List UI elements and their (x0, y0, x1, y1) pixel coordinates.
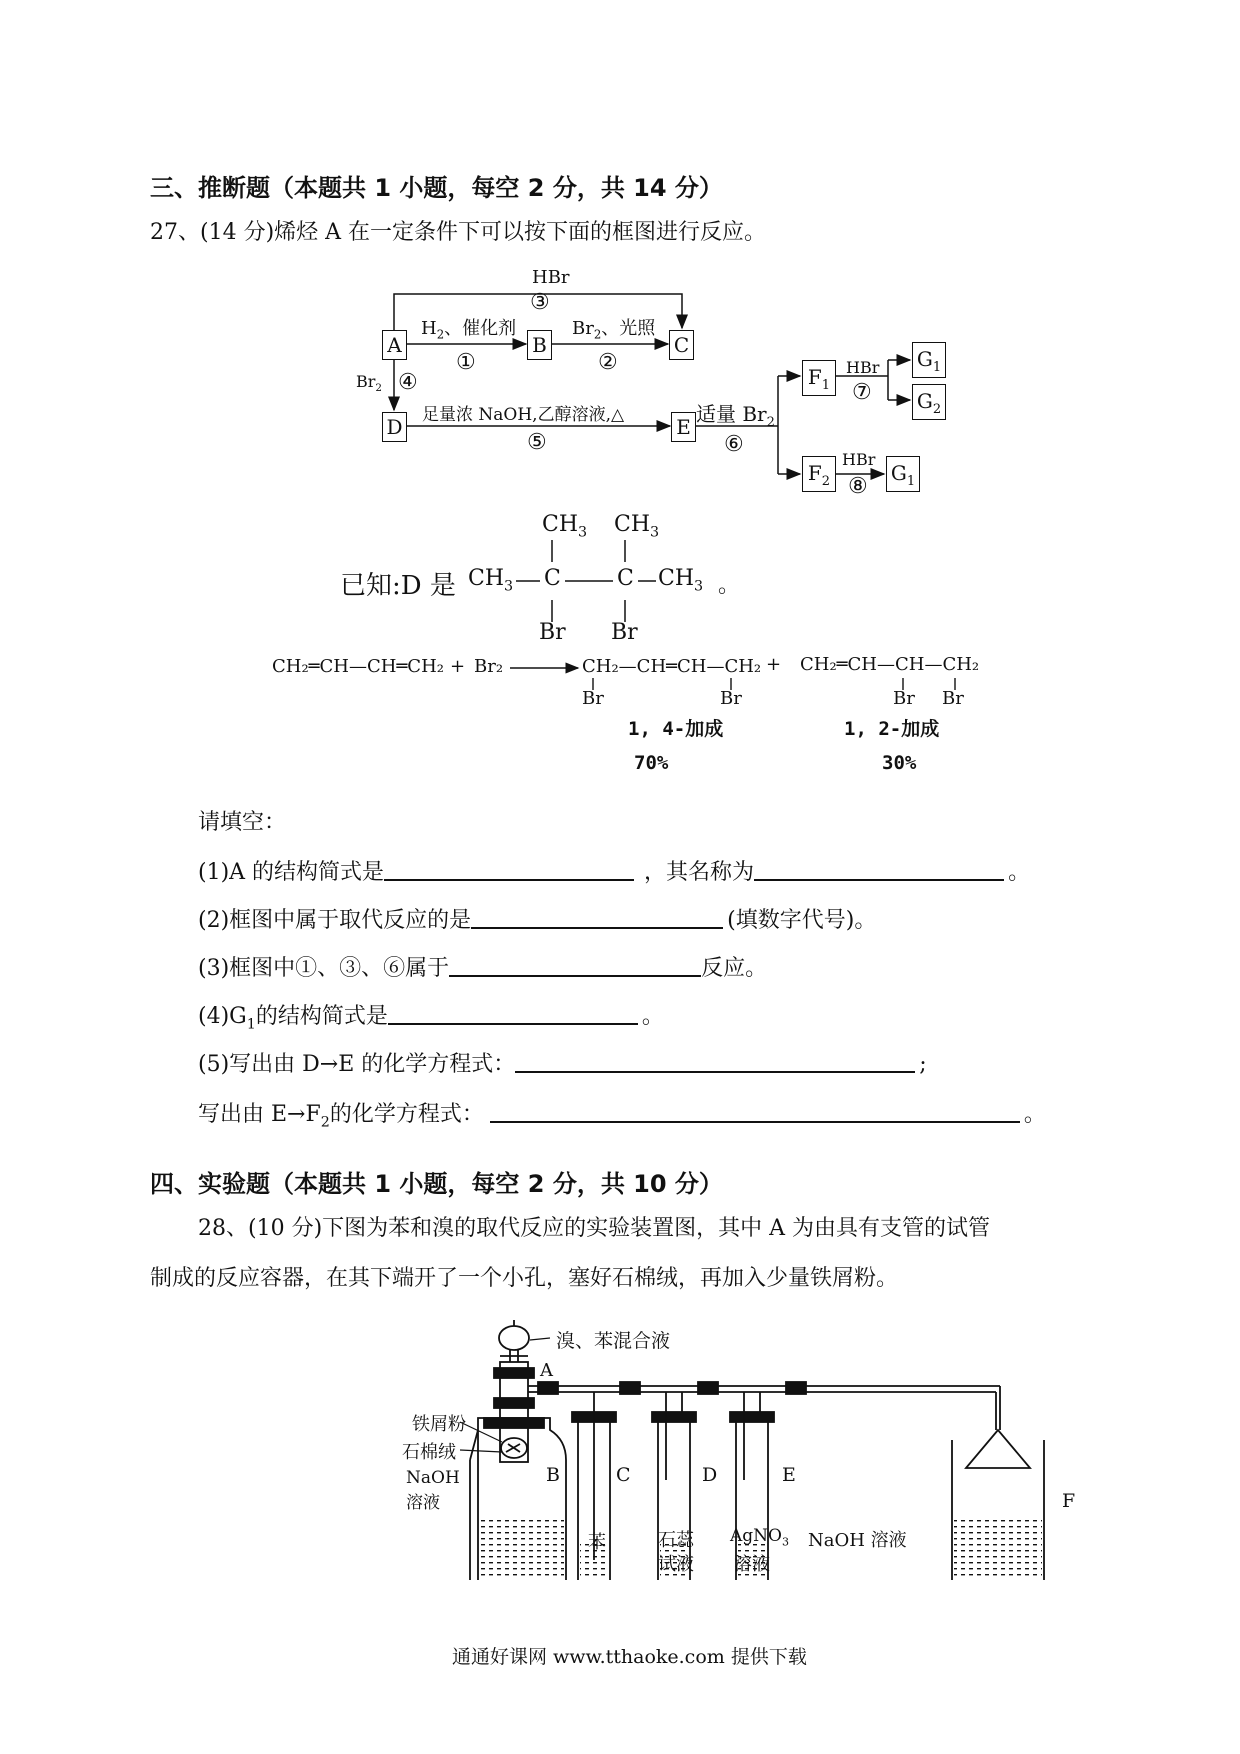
br-2: Br (611, 620, 638, 645)
question-3: (3)框图中①、③、⑥属于 反应。 (198, 952, 767, 986)
fill-prompt: 请填空： (198, 810, 287, 835)
question-5: (5)写出由 D→E 的化学方程式： ; (198, 1048, 927, 1082)
node-e: E (671, 412, 696, 442)
question-1: (1)A 的结构简式是 ，其名称为 。 (198, 856, 1030, 890)
plus-2: + (766, 654, 782, 675)
ch3-left: $CH_3$ (468, 566, 514, 595)
ch3-top-1: $CH_3$ (542, 512, 588, 541)
label-litmus-1: 石蕊 (658, 1530, 694, 1551)
label-f: F (1062, 1490, 1076, 1512)
label-iron: 铁屑粉 (412, 1414, 466, 1435)
q27-intro: 27、(14 分)烯烃 A 在一定条件下可以按下面的框图进行反应。 (150, 220, 767, 245)
node-g1-second: $G_1$ (886, 456, 920, 492)
known-period: 。 (718, 573, 741, 598)
carbon-1: C (544, 566, 561, 591)
product-12: CH₂═CH—CH—CH₂ (800, 654, 980, 675)
num-1: ① (456, 350, 476, 375)
cond-f2g: HBr (842, 450, 876, 469)
node-c: C (669, 330, 694, 360)
footer: 通通好课网 www.tthaoke.com 提供下载 (452, 1646, 807, 1668)
label-litmus-2: 试液 (658, 1554, 694, 1575)
node-g1: $G_1$ (912, 342, 946, 378)
pct-14: 70% (634, 752, 669, 774)
num-5: ⑤ (527, 430, 547, 455)
ch3-top-2: $CH_3$ (614, 512, 660, 541)
node-f2: $F_2$ (802, 456, 836, 492)
num-2: ② (598, 350, 618, 375)
pct-12: 30% (882, 752, 917, 774)
plus-1: + (450, 656, 466, 677)
num-8: ⑧ (848, 474, 868, 499)
label-naoh-b-2: 溶液 (406, 1493, 440, 1513)
reactant-br2: Br₂ (474, 656, 504, 677)
cond-top-hbr: HBr (532, 267, 570, 288)
product-12-br-right: Br (942, 688, 964, 709)
num-6: ⑥ (724, 432, 744, 457)
br-1: Br (539, 620, 566, 645)
cond-de: 足量浓 NaOH,乙醇溶液,△ (422, 405, 625, 425)
label-naoh-beaker: NaOH 溶液 (808, 1530, 907, 1551)
product-14: CH₂—CH═CH—CH₂ (582, 656, 762, 677)
known-label: 已知:D 是 (340, 571, 456, 601)
node-g2: $G_2$ (912, 384, 946, 420)
product-12-br-left: Br (893, 688, 915, 709)
q28-line-1: 28、(10 分)下图为苯和溴的取代反应的实验装置图，其中 A 为由具有支管的试管 (198, 1216, 991, 1241)
label-naoh-b-1: NaOH (406, 1468, 460, 1488)
node-b: B (527, 330, 552, 360)
cond-h2: $H_2$、催化剂 (421, 318, 517, 342)
funnel-label: 溴、苯混合液 (556, 1330, 671, 1352)
cond-ad-br2: $Br_2$ (356, 372, 383, 395)
cond-f1g: HBr (846, 358, 880, 377)
q28-line-2: 制成的反应容器，在其下端开了一个小孔，塞好石棉绒，再加入少量铁屑粉。 (150, 1266, 899, 1291)
product-14-br-right: Br (720, 688, 742, 709)
section4-heading: 四、实验题（本题共 1 小题，每空 2 分，共 10 分） (150, 1170, 723, 1198)
product-14-br-left: Br (582, 688, 604, 709)
label-asbestos: 石棉绒 (402, 1442, 456, 1463)
node-a: A (382, 330, 407, 360)
reactant-butadiene: CH₂═CH—CH═CH₂ (272, 656, 444, 677)
label-b: B (546, 1464, 560, 1486)
label-d: D (702, 1464, 718, 1486)
label-e: E (782, 1464, 796, 1486)
label-a: A (540, 1360, 553, 1381)
question-4: $(4)G_1$的结构简式是 。 (198, 1000, 664, 1041)
label-c: C (616, 1464, 631, 1486)
label-14-addition: 1, 4-加成 (628, 718, 724, 740)
num-4: ④ (398, 370, 418, 395)
cond-ef: 适量 $Br_2$ (696, 402, 775, 430)
num-7: ⑦ (852, 380, 872, 405)
node-d: D (382, 412, 407, 442)
carbon-2: C (617, 566, 634, 591)
num-3: ③ (530, 290, 550, 315)
node-f1: $F_1$ (802, 360, 836, 396)
question-2: (2)框图中属于取代反应的是 (填数字代号)。 (198, 904, 876, 938)
label-benzene: 苯 (588, 1532, 606, 1553)
question-6: 写出由 $E\to F_2$的化学方程式： 。 (198, 1098, 1046, 1139)
label-agno3-solution: 溶液 (734, 1554, 770, 1575)
ch3-right: $CH_3$ (658, 566, 704, 595)
section3-heading: 三、推断题（本题共 1 小题，每空 2 分，共 14 分） (150, 174, 723, 202)
cond-br2-light: $Br_2$、光照 (572, 318, 656, 342)
label-12-addition: 1, 2-加成 (844, 718, 940, 740)
label-agno3: AgNO$_3$ (730, 1526, 790, 1549)
